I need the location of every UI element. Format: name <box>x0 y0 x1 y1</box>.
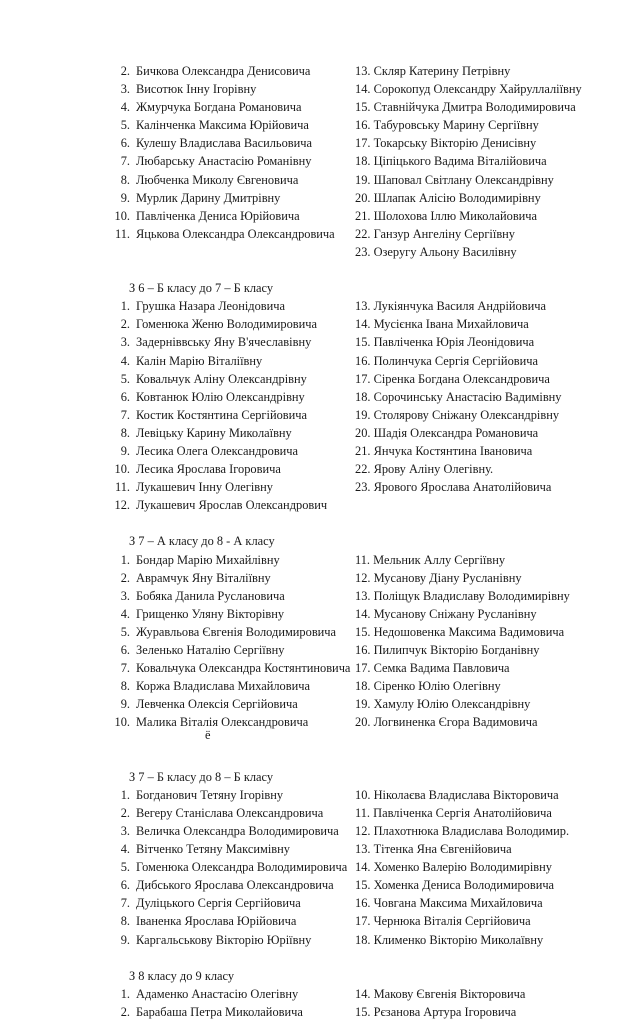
left-entry-number: 4. <box>120 353 130 368</box>
left-entry <box>106 478 273 496</box>
left-entry-name: Коржа Владислава Михайловича <box>136 679 310 694</box>
list-row <box>0 551 638 569</box>
document-page <box>0 62 638 1021</box>
left-entry-name: Каргальськову Вікторію Юріївну <box>136 932 312 947</box>
list-row <box>0 134 638 152</box>
right-entry: 12. Плахотнюка Владислава Володимир. <box>355 823 570 838</box>
list-row <box>0 406 638 424</box>
left-entry-number: 6. <box>120 136 130 151</box>
list-row <box>0 605 638 623</box>
left-entry-name: Бондар Марію Михайлівну <box>136 552 280 567</box>
right-entry: 11. Мельник Аллу Сергіївну <box>355 552 506 567</box>
list-row <box>0 695 638 713</box>
list-row <box>0 876 638 894</box>
left-entry-number: 9. <box>120 697 130 712</box>
left-entry-number: 8. <box>120 679 130 694</box>
left-entry-number: 5. <box>120 118 130 133</box>
left-entry-number: 8. <box>120 914 130 929</box>
section-heading: З 7 – А класу до 8 - А класу <box>129 534 275 549</box>
list-row <box>0 460 638 478</box>
list-row <box>0 388 638 406</box>
left-entry-name: Ковтанюк Юлію Олександрівну <box>136 389 305 404</box>
right-entry: 23. Ярового Ярослава Анатолійовича <box>355 480 552 495</box>
list-row <box>0 931 638 949</box>
left-entry-name: Дибського Ярослава Олександровича <box>136 878 334 893</box>
left-entry-number: 3. <box>120 823 130 838</box>
left-entry-name: Любченка Миколу Євгеновича <box>136 172 299 187</box>
left-entry-name: Павліченка Дениса Юрійовича <box>136 208 300 223</box>
left-entry <box>106 496 327 514</box>
left-entry-name: Лукашевич Інну Олегівну <box>136 480 273 495</box>
left-entry-number: 7. <box>120 407 130 422</box>
right-entry: 10. Ніколаєва Владислава Вікторовича <box>355 787 559 802</box>
left-entry-number: 2. <box>120 805 130 820</box>
left-entry-name: Аврамчук Яну Віталіївну <box>136 570 271 585</box>
left-entry-name: Лесика Ярослава Ігоровича <box>136 462 281 477</box>
right-entry: 13. Поліщук Владиславу Володимирівну <box>355 588 570 603</box>
right-entry: 20. Шадія Олександра Романовича <box>355 425 539 440</box>
left-entry <box>106 225 335 243</box>
right-entry: 15. Недошовенка Максима Вадимовича <box>355 624 565 639</box>
list-row <box>0 822 638 840</box>
section-heading-line <box>0 279 638 297</box>
blank-line <box>0 514 638 532</box>
left-entry-name: Жмурчука Богдана Романовича <box>136 100 302 115</box>
left-entry-number: 7. <box>120 661 130 676</box>
list-row <box>0 894 638 912</box>
section-heading: З 6 – Б класу до 7 – Б класу <box>129 281 274 296</box>
left-entry-number: 11. <box>114 226 130 241</box>
left-entry-number: 8. <box>120 425 130 440</box>
left-entry-name: Малика Віталія Олександровича <box>136 715 309 730</box>
left-entry <box>106 985 298 1003</box>
stray-letter: ё <box>205 728 211 743</box>
list-row <box>0 912 638 930</box>
left-entry-number: 2. <box>120 64 130 78</box>
left-entry-name: Грищенко Уляну Вікторівну <box>136 606 285 621</box>
left-entry-name: Барабаша Петра Миколайовича <box>136 1004 303 1019</box>
left-entry-name: Яцькова Олександра Олександровича <box>136 226 335 241</box>
list-row <box>0 225 638 243</box>
right-entry: 17. Сіренка Богдана Олександровича <box>355 371 550 386</box>
left-entry-number: 6. <box>120 878 130 893</box>
left-entry <box>106 134 312 152</box>
list-row <box>0 659 638 677</box>
right-entry: 21. Шолохова Іллю Миколайовича <box>355 208 538 223</box>
left-entry-number: 7. <box>120 896 130 911</box>
left-entry-name: Богданович Тетяну Ігорівну <box>136 787 284 802</box>
list-row <box>0 189 638 207</box>
left-entry-name: Гоменюка Олександра Володимировича <box>136 860 348 875</box>
list-row <box>0 804 638 822</box>
right-entry: 16. Полинчука Сергія Сергійовича <box>355 353 538 368</box>
left-entry-number: 4. <box>120 842 130 857</box>
list-row <box>0 80 638 98</box>
section-heading: З 7 – Б класу до 8 – Б класу <box>129 769 274 784</box>
left-entry <box>106 587 285 605</box>
list-row <box>0 352 638 370</box>
left-entry-name: Іваненка Ярослава Юрійовича <box>136 914 297 929</box>
list-row <box>0 207 638 225</box>
list-row <box>0 1003 638 1021</box>
right-entry: 14. Хоменко Валерію Володимирівну <box>355 860 552 875</box>
right-entry: 21. Янчука Костянтина Івановича <box>355 443 533 458</box>
left-entry <box>106 297 285 315</box>
right-entry: 18. Сіренко Юлію Олегівну <box>355 679 501 694</box>
left-entry-number: 11. <box>114 480 130 495</box>
list-row <box>0 641 638 659</box>
left-entry-number: 9. <box>120 443 130 458</box>
list-row <box>0 315 638 333</box>
left-entry-name: Дуліцького Сергія Сергійовича <box>136 896 301 911</box>
right-entry: 13. Скляр Катерину Петрівну <box>355 64 511 78</box>
left-entry <box>106 207 300 225</box>
section-heading-line <box>0 532 638 550</box>
left-entry-number: 4. <box>120 606 130 621</box>
left-entry-number: 9. <box>120 190 130 205</box>
left-entry <box>106 551 280 569</box>
left-entry-name: Ковальчука Олександра Костянтиновича <box>136 661 351 676</box>
list-row <box>0 623 638 641</box>
right-entry: 14. Макову Євгенія Вікторовича <box>355 986 526 1001</box>
right-entry: 11. Павліченка Сергія Анатолійовича <box>355 805 552 820</box>
list-row <box>0 442 638 460</box>
left-entry-number: 5. <box>120 860 130 875</box>
list-row <box>0 333 638 351</box>
left-entry <box>106 858 347 876</box>
left-entry-number: 1. <box>120 787 130 802</box>
left-entry-name: Гоменюка Женю Володимировича <box>136 317 317 332</box>
list-row <box>0 985 638 1003</box>
left-entry-name: Костик Костянтина Сергійовича <box>136 407 307 422</box>
right-entry: 13. Лукіянчука Василя Андрійовича <box>355 299 546 314</box>
left-entry <box>106 406 307 424</box>
left-entry-name: Калінченка Максима Юрійовича <box>136 118 309 133</box>
left-entry-number: 5. <box>120 624 130 639</box>
right-entry: 20. Шлапак Алісію Володимирівну <box>355 190 541 205</box>
right-entry: 19. Хамулу Юлію Олександрівну <box>355 697 531 712</box>
list-row <box>0 116 638 134</box>
left-entry <box>106 116 309 134</box>
left-entry <box>106 315 317 333</box>
left-entry <box>106 333 311 351</box>
left-entry-number: 6. <box>120 389 130 404</box>
left-entry-name: Лукашевич Ярослав Олександрович <box>136 498 328 513</box>
left-entry-number: 9. <box>120 932 130 947</box>
list-row <box>0 569 638 587</box>
left-entry <box>106 605 284 623</box>
left-entry-number: 2. <box>120 317 130 332</box>
list-row <box>0 496 638 514</box>
left-entry <box>106 641 284 659</box>
right-entry: 18. Сорочинську Анастасію Вадимівну <box>355 389 562 404</box>
left-entry-number: 1. <box>120 299 130 314</box>
left-entry-name: Бобяка Данила Руслановича <box>136 588 285 603</box>
left-entry-number: 2. <box>120 1004 130 1019</box>
left-entry <box>106 659 350 677</box>
left-entry-number: 8. <box>120 172 130 187</box>
left-entry-name: Вегеру Станіслава Олександровича <box>136 805 324 820</box>
left-entry-number: 10. <box>114 462 130 477</box>
left-entry <box>106 1003 303 1021</box>
right-entry: 13. Тітенка Яна Євгенійовича <box>355 842 512 857</box>
left-entry-name: Левіцьку Карину Миколаївну <box>136 425 292 440</box>
right-entry: 14. Сорокопуд Олександру Хайруллаліївну <box>355 82 582 97</box>
right-entry: 14. Мусанову Сніжану Русланівну <box>355 606 537 621</box>
section-heading-line <box>0 967 638 985</box>
list-row <box>0 243 638 261</box>
left-entry-number: 1. <box>120 552 130 567</box>
stray-line <box>0 728 638 749</box>
left-entry-number: 5. <box>120 371 130 386</box>
right-entry: 19. Столярову Сніжану Олександрівну <box>355 407 560 422</box>
left-entry-name: Кулешу Владислава Васильовича <box>136 136 312 151</box>
left-entry <box>106 370 307 388</box>
left-entry <box>106 677 310 695</box>
left-entry <box>106 189 280 207</box>
left-entry-name: Лесика Олега Олександровича <box>136 443 299 458</box>
list-row <box>0 424 638 442</box>
right-entry: 18. Клименко Вікторію Миколаївну <box>355 932 544 947</box>
left-entry <box>106 912 296 930</box>
list-row <box>0 370 638 388</box>
right-entry: 16. Човгана Максима Михайловича <box>355 896 543 911</box>
right-entry: 15. Рєзанова Артура Ігоровича <box>355 1004 517 1019</box>
left-entry <box>106 460 281 478</box>
right-entry: 15. Ставнійчука Дмитра Володимировича <box>355 100 576 115</box>
left-entry-name: Калін Марію Віталіївну <box>136 353 263 368</box>
left-entry-name: Мурлик Дарину Дмитрівну <box>136 190 281 205</box>
list-row <box>0 840 638 858</box>
right-entry: 15. Павліченка Юрія Леонідовича <box>355 335 535 350</box>
left-entry <box>106 388 305 406</box>
right-entry: 14. Мусієнка Івана Михайловича <box>355 317 529 332</box>
blank-line <box>0 949 638 967</box>
right-entry: 16. Табуровську Марину Сергіївну <box>355 118 539 133</box>
left-entry <box>106 876 334 894</box>
left-entry <box>106 931 311 949</box>
section-heading: З 8 класу до 9 класу <box>129 968 235 983</box>
left-entry-name: Любарську Анастасію Романівну <box>136 154 312 169</box>
left-entry-number: 3. <box>120 335 130 350</box>
left-entry <box>106 352 262 370</box>
list-row <box>0 62 638 80</box>
right-entry: 17. Токарську Вікторію Денисівну <box>355 136 537 151</box>
right-entry: 22. Ярову Аліну Олегівну. <box>355 462 494 477</box>
left-entry-name: Ковальчук Аліну Олександрівну <box>136 371 307 386</box>
left-entry-name: Величка Олександра Володимировича <box>136 823 339 838</box>
left-entry-number: 10. <box>114 208 130 223</box>
left-entry-number: 2. <box>120 570 130 585</box>
list-row <box>0 677 638 695</box>
list-row <box>0 858 638 876</box>
left-entry <box>106 623 336 641</box>
right-entry: 22. Ганзур Ангеліну Сергіївну <box>355 226 515 241</box>
left-entry-number: 7. <box>120 154 130 169</box>
right-entry: 20. Логвиненка Єгора Вадимовича <box>355 715 538 730</box>
left-entry <box>106 80 256 98</box>
left-entry-number: 6. <box>120 643 130 657</box>
right-entry: 15. Хоменка Дениса Володимировича <box>355 878 555 893</box>
left-entry <box>106 569 271 587</box>
left-entry <box>106 894 301 912</box>
left-entry-number: 4. <box>120 100 130 115</box>
left-entry-name: Вітченко Тетяну Максимівну <box>136 842 290 857</box>
blank-line <box>0 261 638 279</box>
left-entry <box>106 62 310 80</box>
left-entry <box>106 840 290 858</box>
list-row <box>0 587 638 605</box>
right-entry: 23. Озеругу Альону Василівну <box>355 244 517 259</box>
list-row <box>0 478 638 496</box>
left-entry-name: Бичкова Олександра Денисовича <box>136 64 311 78</box>
list-row <box>0 786 638 804</box>
right-entry: 19. Шаповал Світлану Олександрівну <box>355 172 554 187</box>
list-row <box>0 152 638 170</box>
left-entry-name: Задерніввську Яну В'ячеславівну <box>136 335 312 350</box>
right-entry: 17. Семка Вадима Павловича <box>355 661 510 676</box>
left-entry-name: Левченка Олексія Сергійовича <box>136 697 298 712</box>
list-row <box>0 297 638 315</box>
left-entry-name: Грушка Назара Леонідовича <box>136 299 286 314</box>
left-entry <box>106 98 302 116</box>
left-entry-number: 10. <box>114 715 130 730</box>
left-entry-number: 3. <box>120 82 130 97</box>
right-entry: 16. Пилипчук Вікторію Богданівну <box>355 643 540 657</box>
left-entry <box>106 695 298 713</box>
list-row <box>0 713 638 731</box>
left-entry-name: Зеленько Наталію Сергіївну <box>136 643 285 657</box>
right-entry: 18. Ціпіцького Вадима Віталійовича <box>355 154 547 169</box>
list-row <box>0 98 638 116</box>
left-entry <box>106 171 298 189</box>
left-entry-name: Журавльова Євгенія Володимировича <box>136 624 337 639</box>
left-entry <box>106 822 339 840</box>
section-heading-line <box>0 768 638 786</box>
list-row <box>0 171 638 189</box>
left-entry <box>106 804 323 822</box>
right-entry: 17. Чернюка Віталія Сергійовича <box>355 914 531 929</box>
left-entry-name: Висотюк Інну Ігорівну <box>136 82 257 97</box>
left-entry-number: 1. <box>120 986 130 1001</box>
left-entry-number: 12. <box>114 498 130 513</box>
right-entry: 12. Мусанову Діану Русланівну <box>355 570 522 585</box>
left-entry <box>106 786 283 804</box>
left-entry <box>106 424 292 442</box>
blank-line <box>0 750 638 768</box>
left-entry <box>106 152 311 170</box>
left-entry-name: Адаменко Анастасію Олегівну <box>136 986 299 1001</box>
left-entry-number: 3. <box>120 588 130 603</box>
left-entry <box>106 442 298 460</box>
